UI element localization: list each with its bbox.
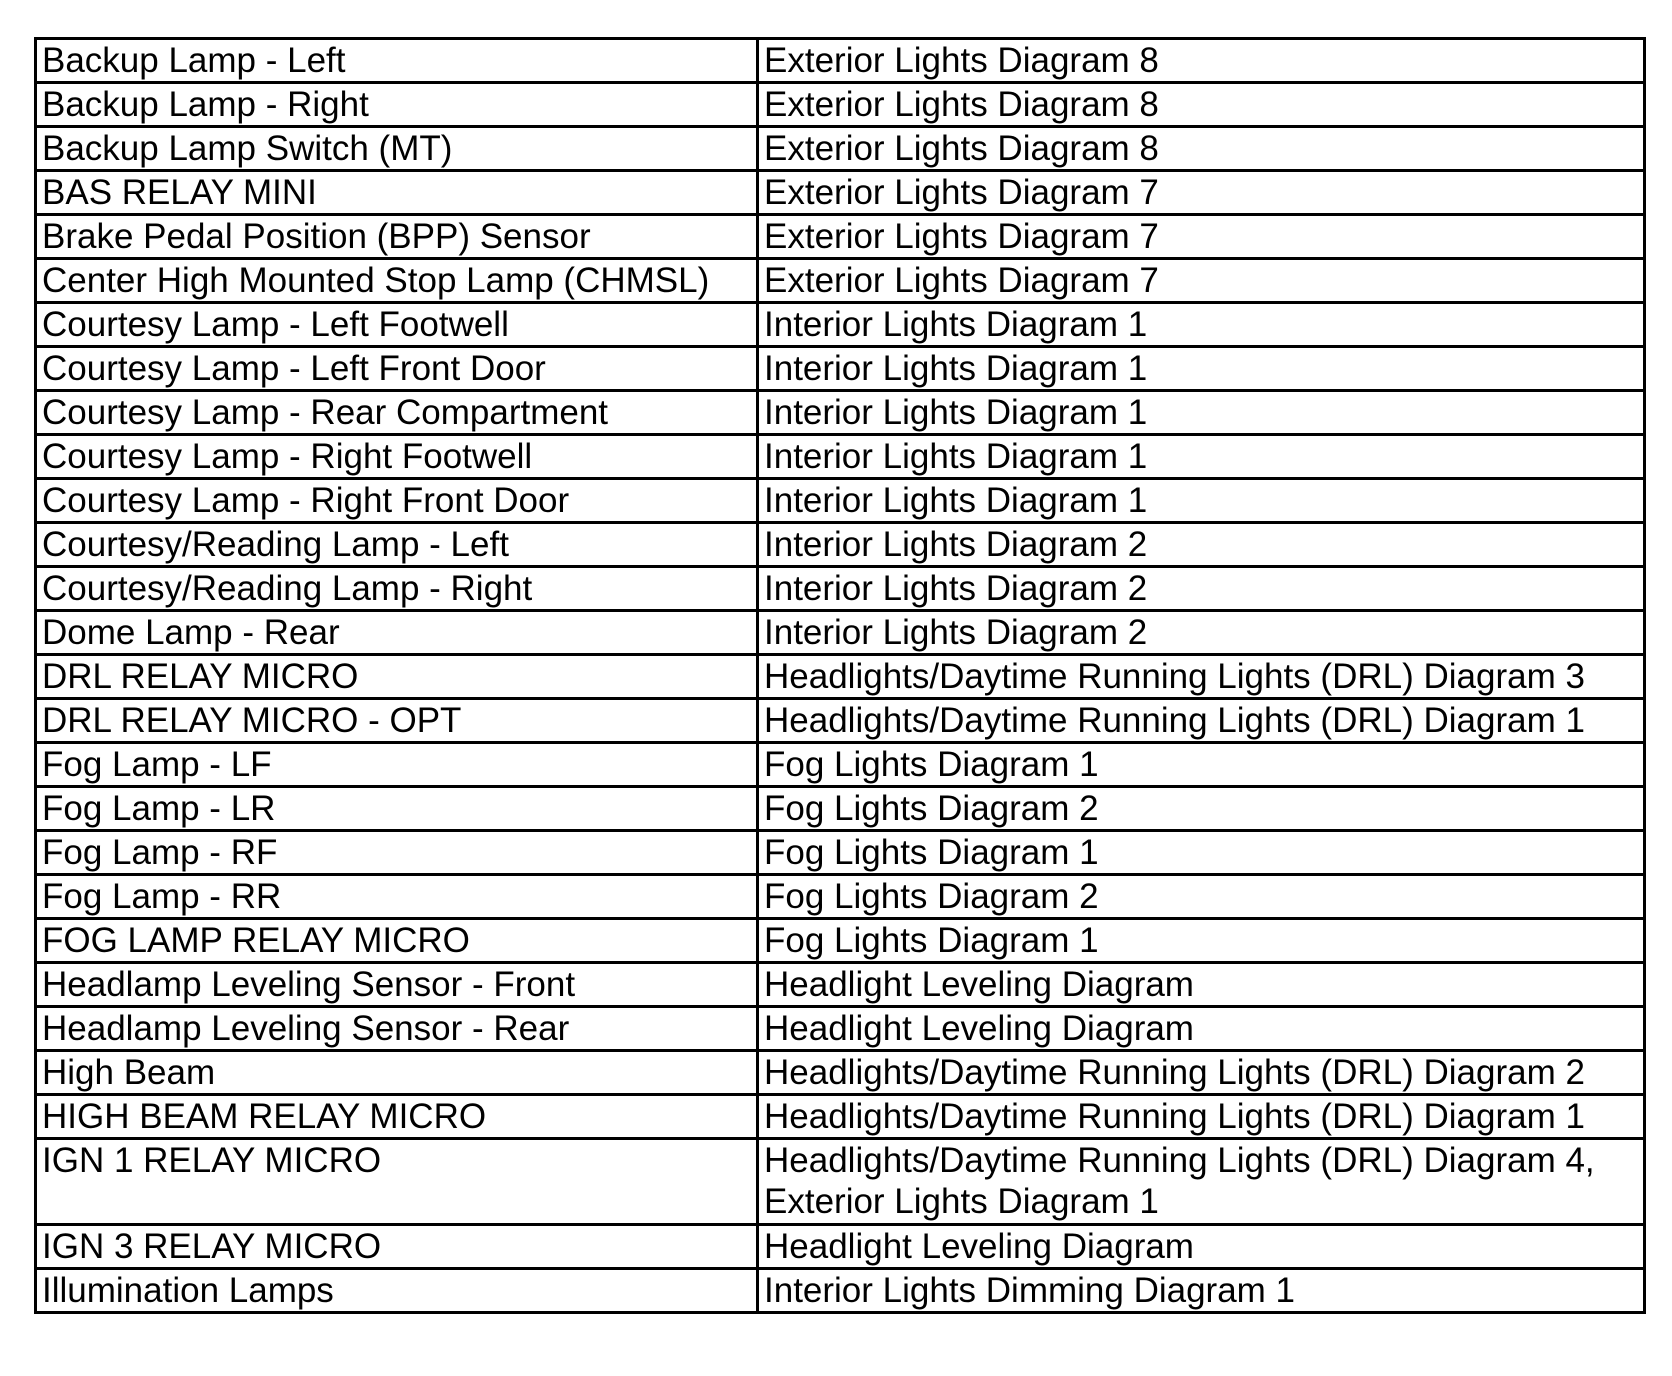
diagram-cell: Exterior Lights Diagram 7 bbox=[758, 171, 1645, 215]
table-row bbox=[36, 699, 1645, 743]
diagram-cell: Interior Lights Diagram 2 bbox=[758, 523, 1645, 567]
component-cell: FOG LAMP RELAY MICRO bbox=[36, 919, 758, 963]
diagram-cell: Headlights/Daytime Running Lights (DRL) Diagram 4, Exterior Lights Diagram 1 bbox=[758, 1139, 1645, 1225]
table-row bbox=[36, 1269, 1645, 1313]
table-row bbox=[36, 303, 1645, 347]
table-row bbox=[36, 1051, 1645, 1095]
diagram-cell: Fog Lights Diagram 1 bbox=[758, 919, 1645, 963]
component-cell: Headlamp Leveling Sensor - Front bbox=[36, 963, 758, 1007]
diagram-cell: Headlights/Daytime Running Lights (DRL) Diagram 3 bbox=[758, 655, 1645, 699]
diagram-cell: Fog Lights Diagram 1 bbox=[758, 831, 1645, 875]
component-cell: Courtesy/Reading Lamp - Left bbox=[36, 523, 758, 567]
diagram-cell: Fog Lights Diagram 1 bbox=[758, 743, 1645, 787]
diagram-cell: Headlight Leveling Diagram bbox=[758, 963, 1645, 1007]
component-cell: Backup Lamp - Right bbox=[36, 83, 758, 127]
component-cell: Illumination Lamps bbox=[36, 1269, 758, 1313]
component-cell: BAS RELAY MINI bbox=[36, 171, 758, 215]
table-row bbox=[36, 963, 1645, 1007]
component-cell: HIGH BEAM RELAY MICRO bbox=[36, 1095, 758, 1139]
component-cell: DRL RELAY MICRO bbox=[36, 655, 758, 699]
component-cell: Courtesy Lamp - Left Footwell bbox=[36, 303, 758, 347]
diagram-cell: Headlight Leveling Diagram bbox=[758, 1007, 1645, 1051]
table-row bbox=[36, 1095, 1645, 1139]
table-row bbox=[36, 39, 1645, 83]
table-row bbox=[36, 127, 1645, 171]
diagram-cell: Interior Lights Diagram 1 bbox=[758, 347, 1645, 391]
component-cell: IGN 3 RELAY MICRO bbox=[36, 1225, 758, 1269]
diagram-cell: Interior Lights Diagram 1 bbox=[758, 391, 1645, 435]
table-row bbox=[36, 875, 1645, 919]
component-cell: Courtesy Lamp - Rear Compartment bbox=[36, 391, 758, 435]
table-row bbox=[36, 435, 1645, 479]
table-row bbox=[36, 479, 1645, 523]
component-cell: Courtesy Lamp - Right Front Door bbox=[36, 479, 758, 523]
diagram-cell: Headlights/Daytime Running Lights (DRL) Diagram 1 bbox=[758, 699, 1645, 743]
diagram-cell: Exterior Lights Diagram 8 bbox=[758, 39, 1645, 83]
table-row bbox=[36, 655, 1645, 699]
table-row bbox=[36, 919, 1645, 963]
table-row bbox=[36, 1139, 1645, 1225]
diagram-cell: Interior Lights Diagram 1 bbox=[758, 479, 1645, 523]
table-body bbox=[36, 39, 1645, 1313]
component-cell: Fog Lamp - RR bbox=[36, 875, 758, 919]
diagram-cell: Interior Lights Diagram 1 bbox=[758, 303, 1645, 347]
table-row bbox=[36, 259, 1645, 303]
component-cell: Headlamp Leveling Sensor - Rear bbox=[36, 1007, 758, 1051]
component-cell: Backup Lamp - Left bbox=[36, 39, 758, 83]
table-row bbox=[36, 611, 1645, 655]
table-row bbox=[36, 1225, 1645, 1269]
diagram-cell: Interior Lights Diagram 2 bbox=[758, 567, 1645, 611]
diagram-cell: Interior Lights Dimming Diagram 1 bbox=[758, 1269, 1645, 1313]
component-diagram-table bbox=[34, 37, 1646, 1314]
diagram-cell: Fog Lights Diagram 2 bbox=[758, 787, 1645, 831]
diagram-cell: Headlight Leveling Diagram bbox=[758, 1225, 1645, 1269]
table-row bbox=[36, 215, 1645, 259]
component-cell: Courtesy/Reading Lamp - Right bbox=[36, 567, 758, 611]
diagram-cell: Exterior Lights Diagram 8 bbox=[758, 83, 1645, 127]
component-cell: Fog Lamp - LR bbox=[36, 787, 758, 831]
component-cell: Courtesy Lamp - Right Footwell bbox=[36, 435, 758, 479]
component-cell: Courtesy Lamp - Left Front Door bbox=[36, 347, 758, 391]
component-cell: High Beam bbox=[36, 1051, 758, 1095]
component-cell: Brake Pedal Position (BPP) Sensor bbox=[36, 215, 758, 259]
component-cell: IGN 1 RELAY MICRO bbox=[36, 1139, 758, 1225]
diagram-cell: Exterior Lights Diagram 8 bbox=[758, 127, 1645, 171]
component-cell: Fog Lamp - LF bbox=[36, 743, 758, 787]
diagram-cell: Exterior Lights Diagram 7 bbox=[758, 215, 1645, 259]
table-row bbox=[36, 347, 1645, 391]
diagram-cell: Headlights/Daytime Running Lights (DRL) Diagram 2 bbox=[758, 1051, 1645, 1095]
component-cell: Center High Mounted Stop Lamp (CHMSL) bbox=[36, 259, 758, 303]
table-row bbox=[36, 83, 1645, 127]
component-cell: Dome Lamp - Rear bbox=[36, 611, 758, 655]
table-row bbox=[36, 787, 1645, 831]
table-row bbox=[36, 831, 1645, 875]
table-row bbox=[36, 567, 1645, 611]
table-row bbox=[36, 391, 1645, 435]
diagram-cell: Interior Lights Diagram 1 bbox=[758, 435, 1645, 479]
component-cell: Backup Lamp Switch (MT) bbox=[36, 127, 758, 171]
diagram-cell: Exterior Lights Diagram 7 bbox=[758, 259, 1645, 303]
component-cell: DRL RELAY MICRO - OPT bbox=[36, 699, 758, 743]
table-row bbox=[36, 171, 1645, 215]
component-cell: Fog Lamp - RF bbox=[36, 831, 758, 875]
table-row bbox=[36, 743, 1645, 787]
table-row bbox=[36, 523, 1645, 567]
diagram-cell: Headlights/Daytime Running Lights (DRL) Diagram 1 bbox=[758, 1095, 1645, 1139]
table-row bbox=[36, 1007, 1645, 1051]
diagram-cell: Interior Lights Diagram 2 bbox=[758, 611, 1645, 655]
diagram-cell: Fog Lights Diagram 2 bbox=[758, 875, 1645, 919]
